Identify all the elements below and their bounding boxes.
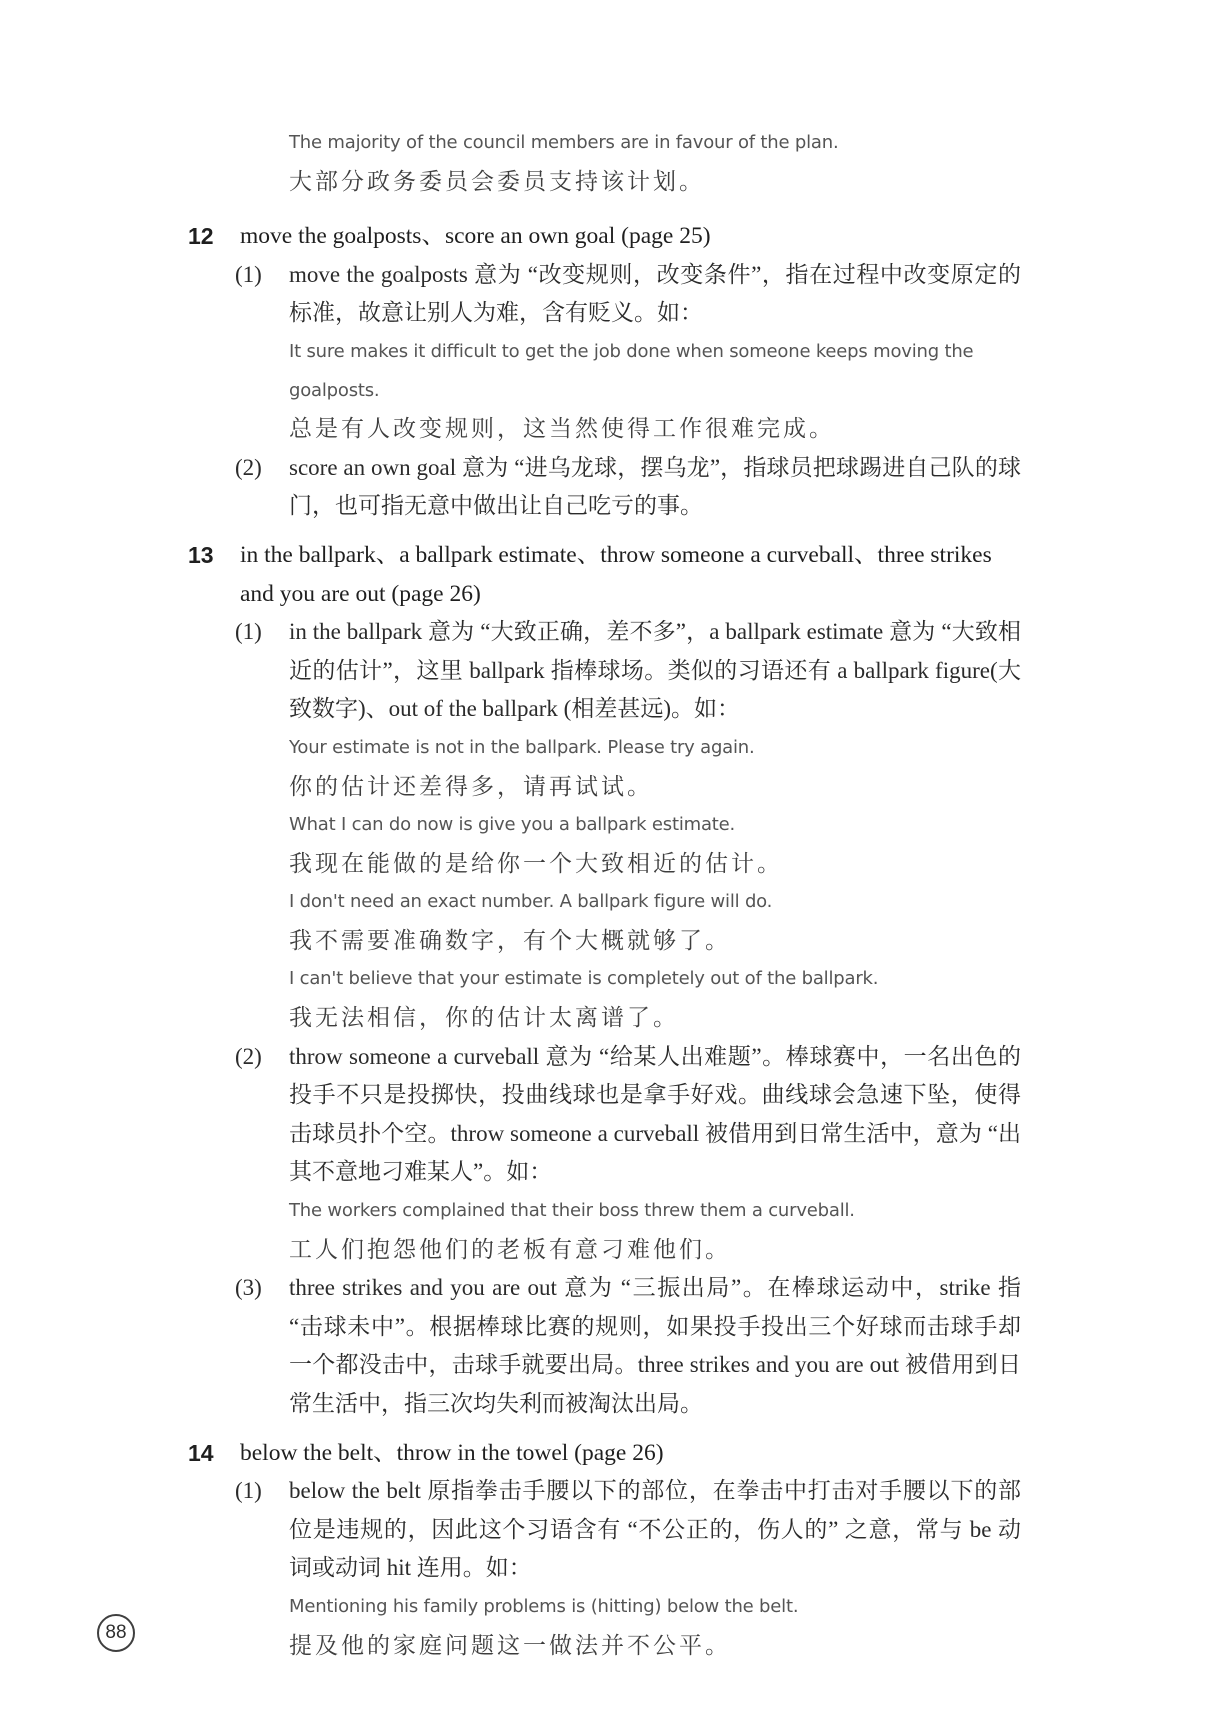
subitem-2 <box>235 449 1021 526</box>
subitem-body <box>289 1472 1021 1665</box>
explanation-text: in the ballpark 意为 “大致正确，差不多”，a ballpark estimate 意为 “大致相近的估计”，这里 ballpark 指棒球场。类似的习语还有 a ballpark figure(大致数字)、out of the ballpark (相差甚远)。如： <box>289 619 1021 722</box>
entry-number: 14 <box>188 1439 214 1466</box>
subitem-1 <box>235 613 1021 1038</box>
entry-13 <box>188 536 1021 1424</box>
entry-heading <box>188 1434 1021 1473</box>
explanation-text: below the belt 原指拳击手腰以下的部位，在拳击中打击对手腰以下的部位是违规的，因此这个习语含有 “不公正的，伤人的” 之意，常与 be 动词或动词 hit 连用。如： <box>289 1478 1021 1581</box>
example-translation-zh: 你的估计还差得多，请再试试。 <box>289 773 653 799</box>
example-sentence-en: The majority of the council members are in favour of the plan. <box>289 132 839 153</box>
entry-14 <box>188 1434 1021 1666</box>
example-translation-zh: 工人们抱怨他们的老板有意刁难他们。 <box>289 1236 731 1262</box>
entry-title: below the belt、throw in the towel (page 26) <box>240 1439 664 1466</box>
page-content <box>188 124 1021 1665</box>
intro-example-pair <box>289 124 1021 201</box>
subitem-marker: (1) <box>235 619 262 645</box>
example-sentence-en: I can't believe that your estimate is completely out of the ballpark. <box>289 968 879 990</box>
entry-heading <box>188 217 1021 256</box>
subitem-2 <box>235 1038 1021 1270</box>
subitem-marker: (1) <box>235 1478 262 1504</box>
example-translation-zh: 我不需要准确数字，有个大概就够了。 <box>289 927 731 953</box>
example-sentence-en: What I can do now is give you a ballpark estimate. <box>289 814 736 836</box>
explanation-text: score an own goal 意为 “进乌龙球，摆乌龙”，指球员把球踢进自己队的球门，也可指无意中做出让自己吃亏的事。 <box>289 454 1021 519</box>
entry-number: 12 <box>188 223 214 250</box>
entry-title: in the ballpark、a ballpark estimate、throw someone a curveball、three strikes and you are out (page 26) <box>240 541 992 607</box>
subitem-body <box>289 256 1021 449</box>
subitem-body <box>289 1269 1021 1423</box>
subitem-marker: (2) <box>235 1043 262 1069</box>
entry-12 <box>188 217 1021 526</box>
subitem-marker: (2) <box>235 454 262 480</box>
example-sentence-en: Mentioning his family problems is (hitting) below the belt. <box>289 1595 799 1617</box>
subitem-marker: (1) <box>235 261 262 287</box>
explanation-text: three strikes and you are out 意为 “三振出局”。在棒球运动中，strike 指 “击球未中”。根据棒球比赛的规则，如果投手投出三个好球而击球手却一个都没击中，击球手就要出局。three strikes and you are out 被借用到日常生活中，指三次均失利而被淘汰出局。 <box>289 1275 1021 1416</box>
example-translation-zh: 我无法相信，你的估计太离谱了。 <box>289 1005 679 1031</box>
subitem-1 <box>235 1472 1021 1665</box>
subitem-body <box>289 613 1021 1038</box>
subitem-body <box>289 1038 1021 1270</box>
example-sentence-en: Your estimate is not in the ballpark. Please try again. <box>289 736 755 758</box>
entry-heading <box>188 536 1021 613</box>
subitem-1 <box>235 256 1021 449</box>
entry-title: move the goalposts、score an own goal (page 25) <box>240 223 711 250</box>
entry-number: 13 <box>188 541 214 568</box>
example-translation-zh: 我现在能做的是给你一个大致相近的估计。 <box>289 850 783 876</box>
subitem-3 <box>235 1269 1021 1423</box>
explanation-text: move the goalposts 意为 “改变规则，改变条件”，指在过程中改变原定的标准，故意让别人为难，含有贬义。如： <box>289 261 1021 326</box>
subitem-marker: (3) <box>235 1275 262 1301</box>
example-sentence-en: It sure makes it difficult to get the job done when someone keeps moving the goalposts. <box>289 340 974 401</box>
example-translation-zh: 大部分政务委员会委员支持该计划。 <box>289 168 705 194</box>
example-translation-zh: 提及他的家庭问题这一做法并不公平。 <box>289 1632 731 1658</box>
page-number-badge: 88 <box>97 1614 135 1652</box>
subitem-body <box>289 449 1021 526</box>
example-sentence-en: I don't need an exact number. A ballpark figure will do. <box>289 891 773 913</box>
explanation-text: throw someone a curveball 意为 “给某人出难题”。棒球赛中，一名出色的投手不只是投掷快，投曲线球也是拿手好戏。曲线球会急速下坠，使得击球员扑个空。throw someone a curveball 被借用到日常生活中，意为 “出其不意地刁难某人”。如： <box>289 1043 1021 1185</box>
example-translation-zh: 总是有人改变规则，这当然使得工作很难完成。 <box>289 416 835 442</box>
example-sentence-en: The workers complained that their boss threw them a curveball. <box>289 1200 855 1222</box>
